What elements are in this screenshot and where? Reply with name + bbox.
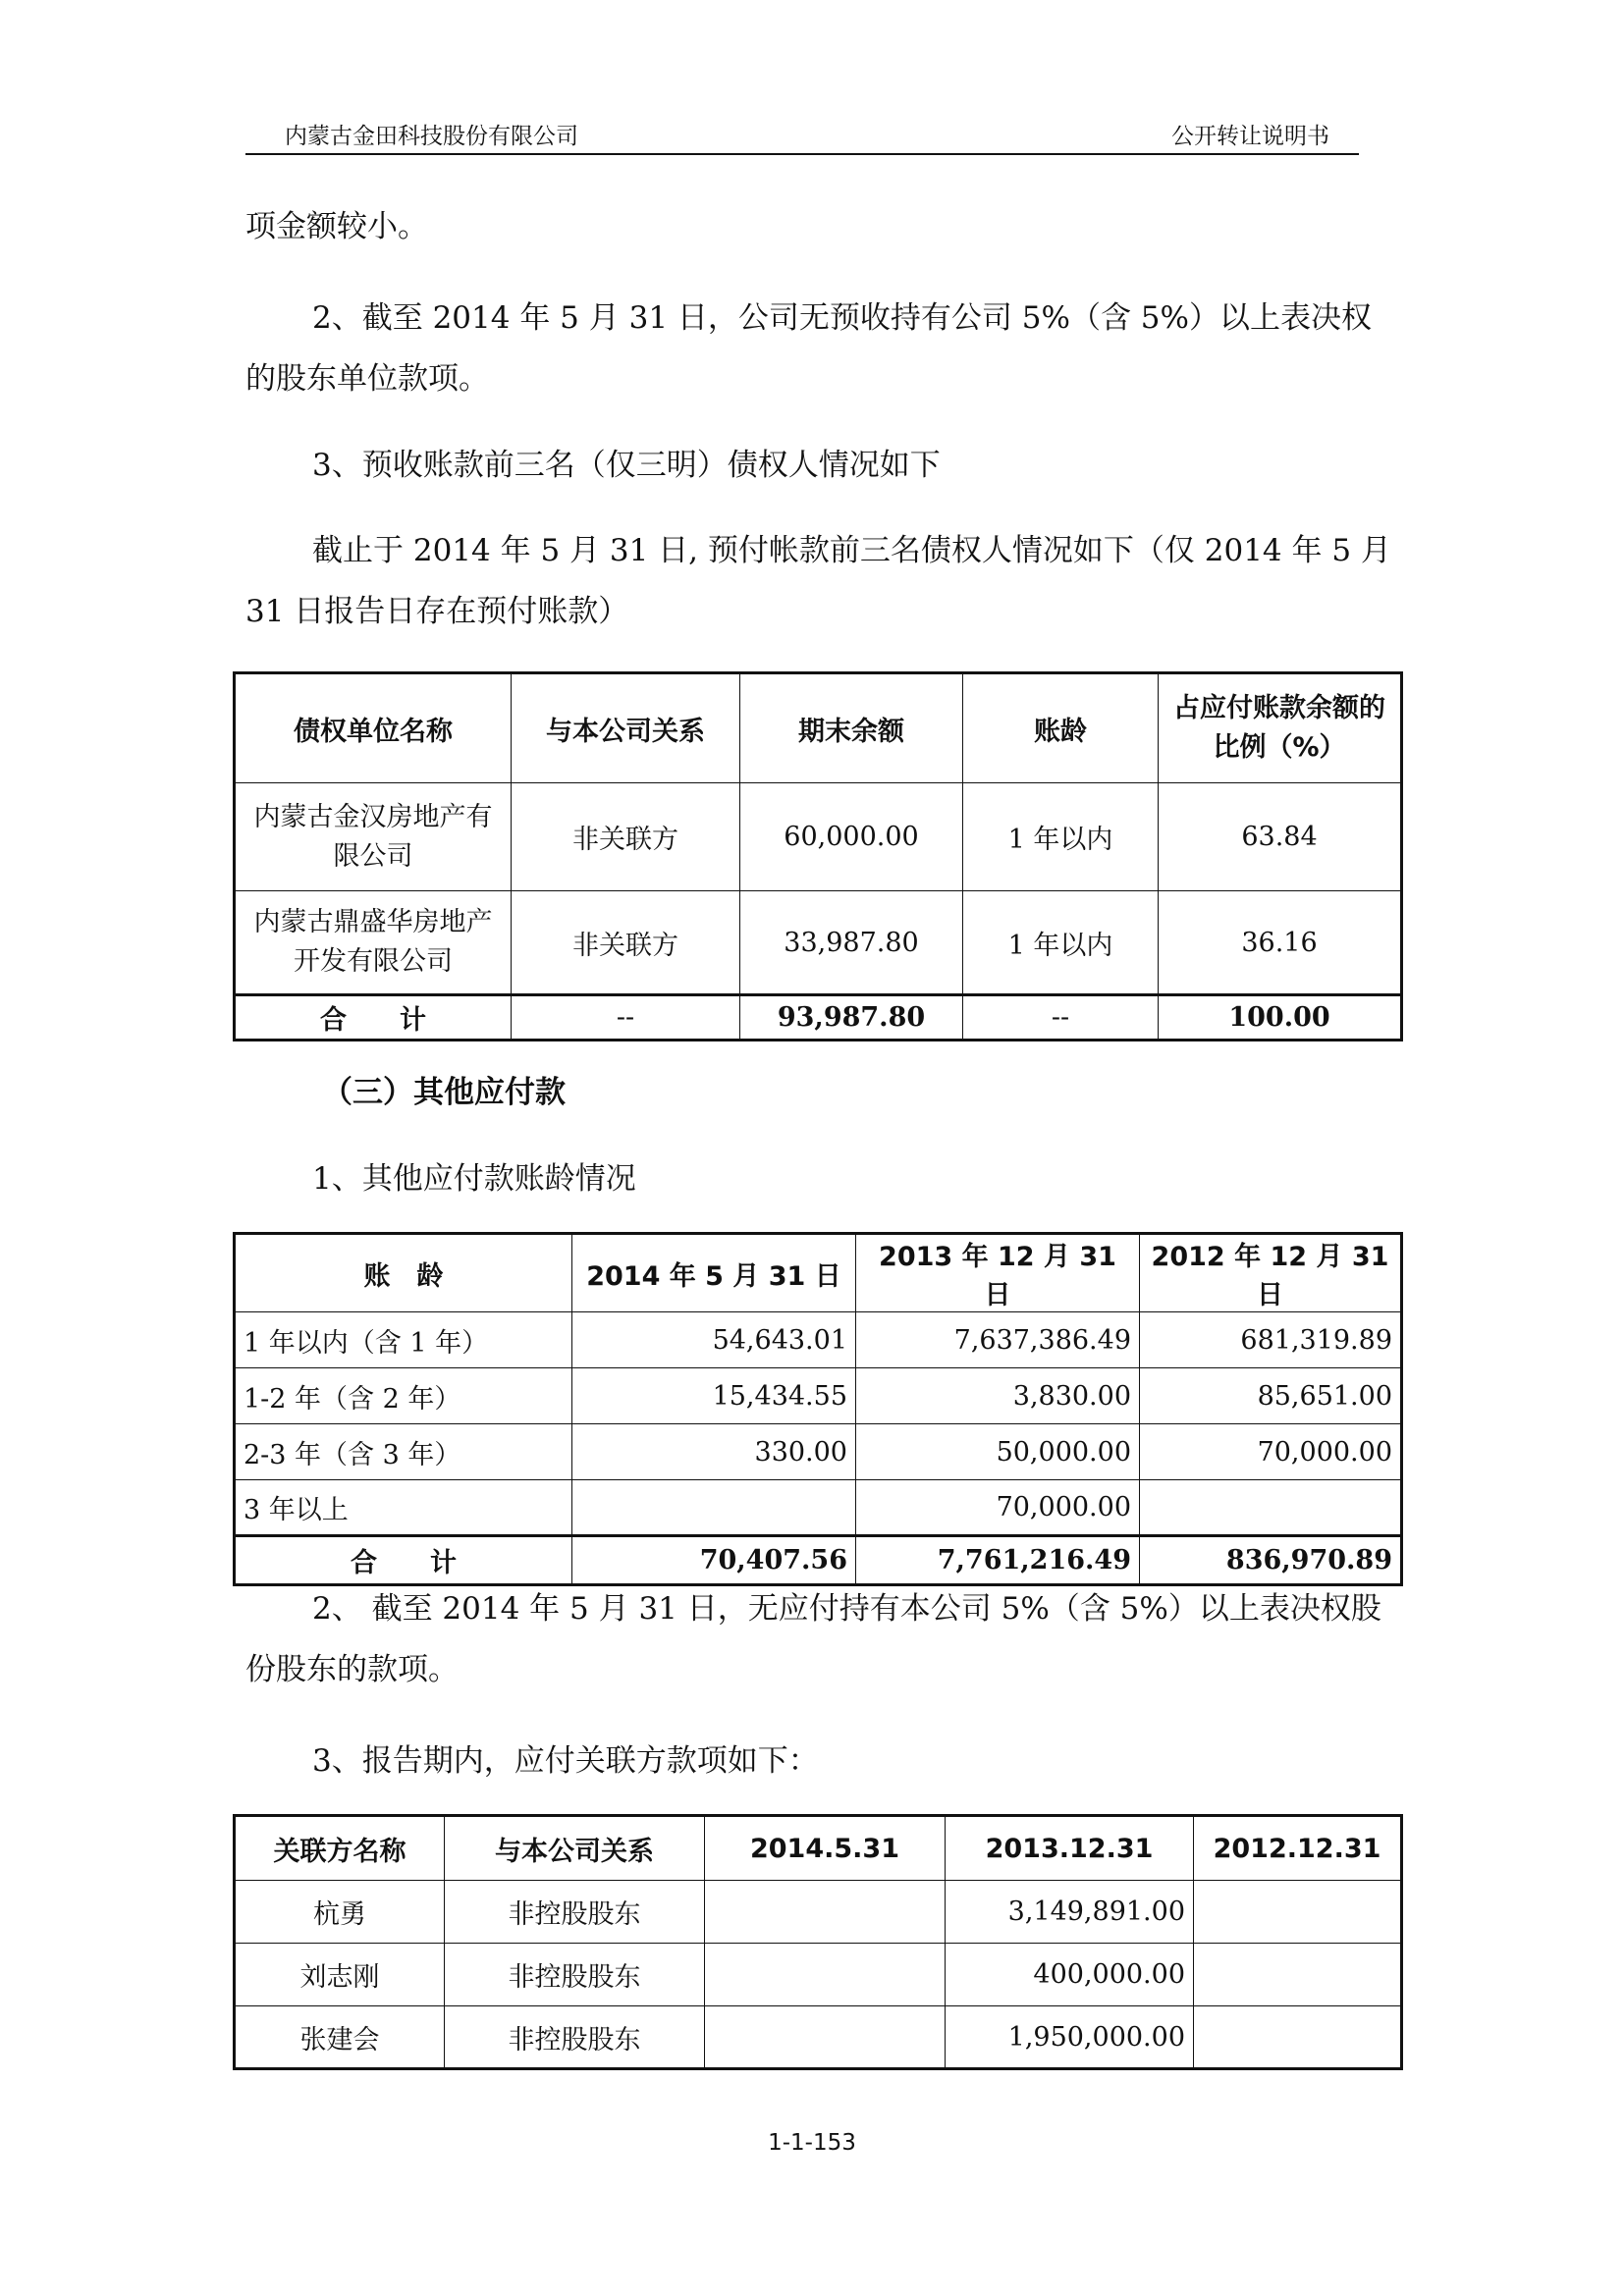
document-title: 公开转让说明书 <box>1171 124 1329 149</box>
page-header <box>245 110 1359 155</box>
cell-2012 <box>1140 1480 1402 1536</box>
cell-2013: 3,149,891.00 <box>946 1881 1194 1944</box>
cell-2012 <box>1194 2006 1402 2069</box>
aging-table <box>233 1232 1403 1586</box>
cell-2012: 85,651.00 <box>1140 1368 1402 1424</box>
table-total-row <box>235 1536 1402 1585</box>
col-header-creditor: 债权单位名称 <box>235 673 512 783</box>
cell-creditor: 内蒙古鼎盛华房地产开发有限公司 <box>235 891 512 995</box>
cell-2013: 400,000.00 <box>946 1944 1194 2006</box>
table-row <box>235 891 1402 995</box>
paragraph-2: 3、预收账款前三名（仅三明）债权人情况如下 <box>312 448 941 483</box>
paragraph-0: 项金额较小。 <box>245 209 428 244</box>
cell-total-label: 合 计 <box>235 995 512 1041</box>
cell-2014: 54,643.01 <box>572 1312 856 1368</box>
cell-2014 <box>572 1480 856 1536</box>
cell-2012 <box>1194 1881 1402 1944</box>
cell-balance: 33,987.80 <box>740 891 963 995</box>
cell-total-aging: -- <box>963 995 1159 1041</box>
cell-relation: 非关联方 <box>512 783 740 891</box>
cell-total-2012: 836,970.89 <box>1140 1536 1402 1585</box>
cell-aging: 1 年以内（含 1 年） <box>235 1312 572 1368</box>
col-header-party: 关联方名称 <box>235 1816 445 1881</box>
cell-2013: 70,000.00 <box>856 1480 1140 1536</box>
cell-total-2013: 7,761,216.49 <box>856 1536 1140 1585</box>
table-row <box>235 2006 1402 2069</box>
cell-2012: 681,319.89 <box>1140 1312 1402 1368</box>
cell-relation: 非控股股东 <box>445 1881 705 1944</box>
cell-2014: 330.00 <box>572 1424 856 1480</box>
cell-2014 <box>705 1881 946 1944</box>
col-header-aging: 账龄 <box>963 673 1159 783</box>
paragraph-5: 2、 截至 2014 年 5 月 31 日，无应付持有本公司 5%（含 5%）以上表决权股份股东的款项。 <box>245 1591 1381 1687</box>
table-row <box>235 1480 1402 1536</box>
col-header-aging: 账 龄 <box>235 1234 572 1312</box>
cell-2014 <box>705 2006 946 2069</box>
cell-total-label: 合 计 <box>235 1536 572 1585</box>
col-header-2013: 2013.12.31 <box>946 1816 1194 1881</box>
cell-total-ratio: 100.00 <box>1159 995 1402 1041</box>
cell-creditor: 内蒙古金汉房地产有限公司 <box>235 783 512 891</box>
cell-2013: 1,950,000.00 <box>946 2006 1194 2069</box>
cell-total-relation: -- <box>512 995 740 1041</box>
table-row <box>235 1312 1402 1368</box>
col-header-2012: 2012 年 12 月 31 日 <box>1140 1234 1402 1312</box>
col-header-2014: 2014 年 5 月 31 日 <box>572 1234 856 1312</box>
cell-relation: 非关联方 <box>512 891 740 995</box>
cell-aging: 2-3 年（含 3 年） <box>235 1424 572 1480</box>
cell-2013: 7,637,386.49 <box>856 1312 1140 1368</box>
col-header-2014: 2014.5.31 <box>705 1816 946 1881</box>
col-header-relation: 与本公司关系 <box>512 673 740 783</box>
cell-2014 <box>705 1944 946 2006</box>
paragraph-6: 3、报告期内，应付关联方款项如下： <box>312 1743 819 1779</box>
cell-relation: 非控股股东 <box>445 1944 705 2006</box>
cell-total-balance: 93,987.80 <box>740 995 963 1041</box>
cell-2012: 70,000.00 <box>1140 1424 1402 1480</box>
cell-aging: 1 年以内 <box>963 891 1159 995</box>
paragraph-1: 2、截至 2014 年 5 月 31 日，公司无预收持有公司 5%（含 5%）以上表决权的股东单位款项。 <box>245 300 1372 397</box>
col-header-ratio: 占应付账款余额的比例（%） <box>1159 673 1402 783</box>
cell-2013: 3,830.00 <box>856 1368 1140 1424</box>
cell-party: 杭勇 <box>235 1881 445 1944</box>
col-header-2012: 2012.12.31 <box>1194 1816 1402 1881</box>
cell-total-2014: 70,407.56 <box>572 1536 856 1585</box>
col-header-relation: 与本公司关系 <box>445 1816 705 1881</box>
cell-aging: 3 年以上 <box>235 1480 572 1536</box>
table-total-row <box>235 995 1402 1041</box>
col-header-balance: 期末余额 <box>740 673 963 783</box>
cell-balance: 60,000.00 <box>740 783 963 891</box>
table-row <box>235 1881 1402 1944</box>
cell-ratio: 63.84 <box>1159 783 1402 891</box>
cell-2013: 50,000.00 <box>856 1424 1140 1480</box>
creditor-table <box>233 671 1403 1041</box>
cell-2012 <box>1194 1944 1402 2006</box>
paragraph-3: 截止于 2014 年 5 月 31 日, 预付帐款前三名债权人情况如下（仅 2014 年 5 月 31 日报告日存在预付账款） <box>245 533 1391 629</box>
cell-2014: 15,434.55 <box>572 1368 856 1424</box>
cell-aging: 1 年以内 <box>963 783 1159 891</box>
col-header-2013: 2013 年 12 月 31 日 <box>856 1234 1140 1312</box>
related-party-table <box>233 1814 1403 2070</box>
table-row <box>235 783 1402 891</box>
section-heading: （三）其他应付款 <box>322 1075 566 1110</box>
page-number: 1-1-153 <box>768 2130 856 2156</box>
cell-aging: 1-2 年（含 2 年） <box>235 1368 572 1424</box>
cell-party: 刘志刚 <box>235 1944 445 2006</box>
table-row <box>235 1944 1402 2006</box>
cell-party: 张建会 <box>235 2006 445 2069</box>
cell-relation: 非控股股东 <box>445 2006 705 2069</box>
cell-ratio: 36.16 <box>1159 891 1402 995</box>
company-name: 内蒙古金田科技股份有限公司 <box>285 124 578 149</box>
paragraph-4: 1、其他应付款账龄情况 <box>312 1161 636 1197</box>
table-row <box>235 1424 1402 1480</box>
table-row <box>235 1368 1402 1424</box>
